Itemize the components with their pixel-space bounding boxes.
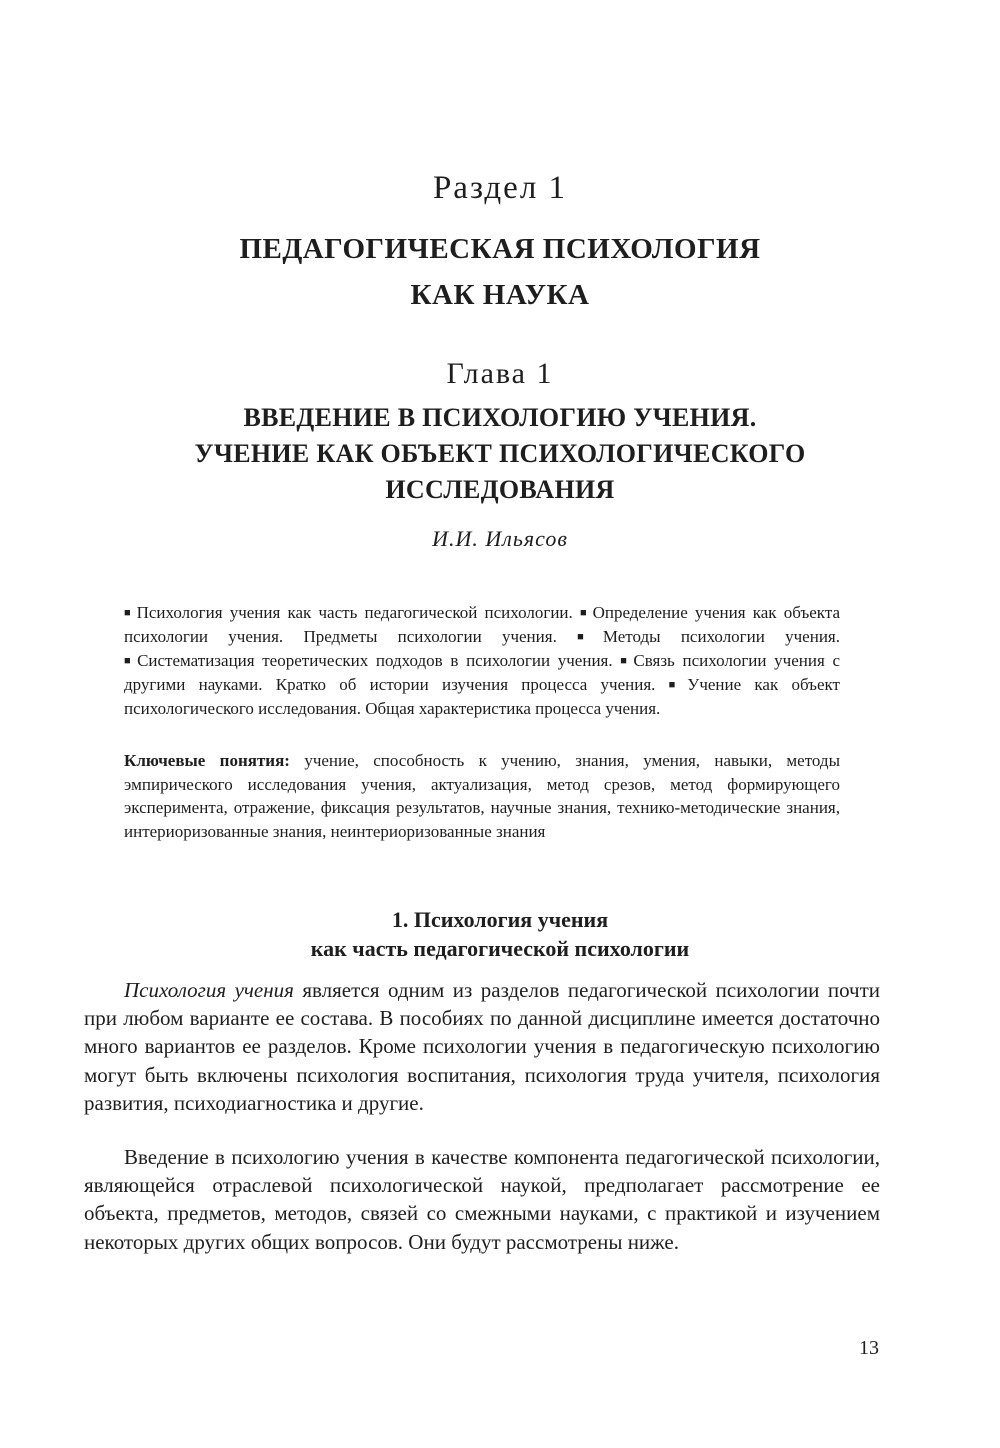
paragraph-term: Психология учения <box>124 978 294 1002</box>
page-number: 13 <box>859 1337 879 1359</box>
abstract-item: Методы психологии учения. <box>602 627 840 646</box>
chapter-title-line: УЧЕНИЕ КАК ОБЪЕКТ ПСИХОЛОГИЧЕСКОГО <box>194 439 806 468</box>
chapter-author: И.И. Ильясов <box>432 526 568 551</box>
keywords-label: Ключевые понятия: <box>124 751 290 770</box>
abstract-item: Психология учения как часть педагогической психологии. <box>136 603 573 622</box>
bullet-icon: ■ <box>124 655 135 667</box>
abstract-item: Учение как объект психологического исследования. Общая характеристика процесса учения. <box>124 675 840 718</box>
paragraph-text: Введение в психологию учения в качестве компонента педагогической психологии, являющейся отраслевой психологической наукой, предполагает рассмотрение ее объекта, предметов, методов, связей со смежными науками, с практикой и изучением некоторых других общих вопросов. Они будут рассмотрены ниже. <box>84 1145 880 1254</box>
section-title <box>150 226 850 318</box>
abstract-item: Определение учения как объекта психологии учения. Предметы психологии учения. <box>124 603 841 646</box>
keywords-text: учение, способность к учению, знания, умения, навыки, методы эмпирического исследования учения, актуализация, метод срезов, метод формирующего эксперимента, отражение, фиксация результатов, научные знания, технико-методические знания, интериоризованные знания, неинтериоризованные знания <box>124 751 840 841</box>
abstract-item: Связь психологии учения с другими науками. Кратко об истории изучения процесса учения. <box>124 651 840 694</box>
bullet-icon: ■ <box>577 631 600 643</box>
chapter-title-line: ИССЛЕДОВАНИЯ <box>385 475 615 504</box>
abstract-item: Систематизация теоретических подходов в психологии учения. <box>137 651 613 670</box>
section-title-line: ПЕДАГОГИЧЕСКАЯ ПСИХОЛОГИЯ <box>239 233 761 265</box>
bullet-icon: ■ <box>579 607 590 619</box>
bullet-icon: ■ <box>124 607 134 619</box>
body-paragraph <box>84 1143 880 1256</box>
keywords-block <box>124 749 840 843</box>
chapter-title-line: ВВЕДЕНИЕ В ПСИХОЛОГИЮ УЧЕНИЯ. <box>243 403 757 432</box>
chapter-label: Глава 1 <box>446 357 554 390</box>
section-title-line: КАК НАУКА <box>410 279 590 311</box>
bullet-icon: ■ <box>668 679 685 691</box>
subsection-title-line: как часть педагогической психологии <box>310 936 690 961</box>
bullet-icon: ■ <box>620 655 631 667</box>
chapter-abstract <box>124 601 840 720</box>
chapter-title <box>120 400 880 508</box>
paragraph-text: является одним из разделов педагогической психологии почти при любом варианте ее состава. В пособиях по данной дисциплине имеется достаточно много вариантов ее разделов. Кроме психологии учения в педагогическую психологию могут быть включены психология воспитания, психология труда учителя, психология развития, психодиагностика и другие. <box>84 978 881 1115</box>
section-label: Раздел 1 <box>432 170 568 206</box>
subsection-title-line: 1. Психология учения <box>391 907 609 932</box>
subsection-title <box>150 905 850 963</box>
body-paragraph <box>84 976 880 1117</box>
